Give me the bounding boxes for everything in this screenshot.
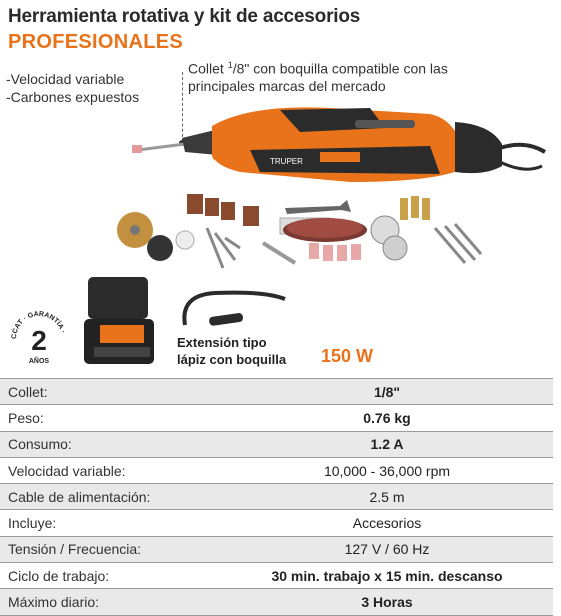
accessories-image	[115, 188, 485, 278]
spec-label: Tensión / Frecuencia:	[0, 536, 221, 562]
warranty-top-text: CCAT · GARANTÍA ·	[10, 310, 67, 340]
spec-label: Máximo diario:	[0, 589, 221, 615]
warranty-number: 2	[31, 325, 47, 356]
spec-value: 127 V / 60 Hz	[221, 536, 553, 562]
spec-label: Peso:	[0, 405, 221, 431]
collet-fraction-num: 1	[227, 60, 233, 70]
warranty-badge	[8, 308, 70, 370]
spec-value: 1/8"	[221, 379, 553, 405]
spec-row	[0, 536, 553, 562]
feature-list	[6, 70, 139, 106]
collet-note-post: " con boquilla compatible con las principales marcas del mercado	[188, 60, 448, 94]
warranty-bottom-text: AÑOS	[28, 358, 50, 365]
spec-label: Incluye:	[0, 510, 221, 536]
spec-row	[0, 589, 553, 615]
spec-row	[0, 405, 553, 431]
extension-label	[177, 334, 286, 368]
collet-fraction-den: 8	[236, 60, 245, 77]
spec-value: 10,000 - 36,000 rpm	[221, 457, 553, 483]
specs-table	[0, 378, 553, 616]
spec-value: 0.76 kg	[221, 405, 553, 431]
product-title: Herramienta rotativa y kit de accesorios	[8, 6, 361, 27]
product-subtitle: PROFESIONALES	[8, 31, 184, 53]
spec-value: 1.2 A	[221, 431, 553, 457]
spec-label: Collet:	[0, 379, 221, 405]
spec-row	[0, 563, 553, 589]
spec-row	[0, 431, 553, 457]
spec-label: Velocidad variable:	[0, 457, 221, 483]
tool-brand-label: TRUPER	[270, 157, 303, 166]
spec-row	[0, 510, 553, 536]
spec-label: Cable de alimentación:	[0, 484, 221, 510]
spec-row	[0, 457, 553, 483]
spec-value: 30 min. trabajo x 15 min. descanso	[221, 563, 553, 589]
extension-label-line2: lápiz con boquilla	[177, 352, 287, 367]
power-rating: 150 W	[321, 346, 374, 366]
spec-value: 2.5 m	[221, 484, 553, 510]
rotary-tool-image	[130, 100, 550, 195]
feature-item: -Carbones expuestos	[6, 89, 140, 105]
extension-label-line1: Extensión tipo	[177, 335, 267, 350]
spec-value: 3 Horas	[221, 589, 553, 615]
carry-case-image	[80, 275, 165, 370]
spec-row	[0, 379, 553, 405]
collet-note: Collet $^1$/8" con boquilla compatible con las principales marcas del mercado	[188, 60, 448, 94]
flexible-shaft-image	[175, 285, 295, 335]
spec-label: Ciclo de trabajo:	[0, 563, 221, 589]
feature-item: -Velocidad variable	[6, 71, 125, 87]
spec-row	[0, 484, 553, 510]
spec-value: Accesorios	[221, 510, 553, 536]
collet-note-pre: Collet	[188, 60, 228, 77]
spec-label: Consumo:	[0, 431, 221, 457]
